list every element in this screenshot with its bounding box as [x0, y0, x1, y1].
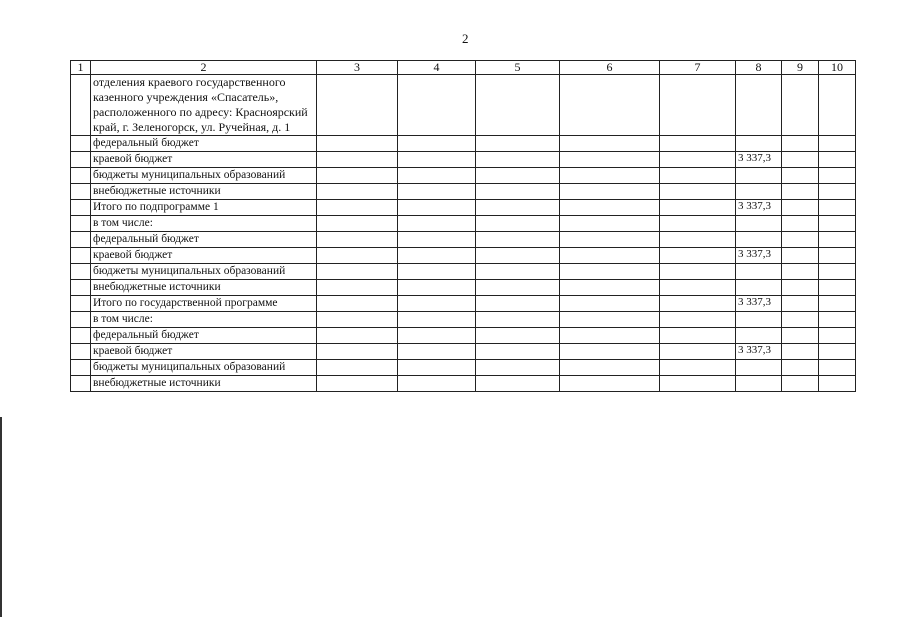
value-cell [736, 328, 782, 344]
table-row [71, 136, 856, 152]
row-label: отделения краевого государственного казенного учреждения «Спасатель», расположенного по адресу: Красноярский край, г. Зеленогорск, ул. Ручейная, д. 1 [91, 75, 317, 136]
table-cell [476, 296, 560, 312]
table-cell [317, 152, 398, 168]
table-cell [819, 296, 856, 312]
table-cell [476, 136, 560, 152]
table-cell [398, 376, 476, 392]
table-cell [782, 184, 819, 200]
table-row [71, 248, 856, 264]
table-row [71, 312, 856, 328]
table-cell [317, 232, 398, 248]
table-cell [660, 152, 736, 168]
table-cell [398, 168, 476, 184]
row-label: внебюджетные источники [91, 280, 317, 296]
table-cell [476, 264, 560, 280]
row-label: бюджеты муниципальных образований [91, 360, 317, 376]
row-label: бюджеты муниципальных образований [91, 264, 317, 280]
table-cell [560, 312, 660, 328]
table-row [71, 232, 856, 248]
table-cell [560, 360, 660, 376]
table-cell [71, 248, 91, 264]
table-cell [560, 184, 660, 200]
table-cell [398, 360, 476, 376]
table-cell [71, 200, 91, 216]
row-label: федеральный бюджет [91, 232, 317, 248]
value-cell [736, 184, 782, 200]
table-cell [476, 248, 560, 264]
table-cell [317, 360, 398, 376]
table-cell [819, 312, 856, 328]
table-cell [560, 296, 660, 312]
table-cell [660, 312, 736, 328]
row-label: внебюджетные источники [91, 184, 317, 200]
table-row [71, 280, 856, 296]
row-label: Итого по подпрограмме 1 [91, 200, 317, 216]
table-cell [782, 232, 819, 248]
table-cell [317, 200, 398, 216]
row-label: краевой бюджет [91, 248, 317, 264]
column-header: 2 [91, 61, 317, 75]
table-cell [317, 264, 398, 280]
table-header-row [71, 61, 856, 75]
table-cell [71, 328, 91, 344]
table-cell [71, 296, 91, 312]
table-cell [398, 136, 476, 152]
table-cell [317, 136, 398, 152]
table-row [71, 184, 856, 200]
table-cell [660, 376, 736, 392]
table-cell [819, 216, 856, 232]
table-cell [782, 376, 819, 392]
table-row [71, 360, 856, 376]
table-cell [476, 312, 560, 328]
table-cell [819, 376, 856, 392]
table-cell [476, 184, 560, 200]
table-cell [476, 344, 560, 360]
table-cell [476, 168, 560, 184]
row-label: Итого по государственной программе [91, 296, 317, 312]
table-row [71, 296, 856, 312]
table-cell [71, 312, 91, 328]
table-cell [782, 152, 819, 168]
table-cell [660, 248, 736, 264]
table-cell [476, 376, 560, 392]
table-cell [782, 136, 819, 152]
row-label: внебюджетные источники [91, 376, 317, 392]
page-number: 2 [462, 31, 469, 46]
value-cell: 3 337,3 [736, 152, 782, 168]
table-cell [398, 280, 476, 296]
table-cell [71, 184, 91, 200]
table-cell [660, 344, 736, 360]
table-cell [782, 200, 819, 216]
table-cell [560, 75, 660, 136]
table-cell [660, 232, 736, 248]
table-cell [317, 75, 398, 136]
table-cell [660, 136, 736, 152]
table-cell [782, 360, 819, 376]
table-cell [819, 200, 856, 216]
table-cell [317, 216, 398, 232]
value-cell [736, 312, 782, 328]
table-cell [782, 312, 819, 328]
table-cell [660, 280, 736, 296]
value-cell [736, 136, 782, 152]
table-cell [317, 312, 398, 328]
table-cell [819, 75, 856, 136]
table-cell [398, 75, 476, 136]
table-cell [398, 232, 476, 248]
table-cell [782, 216, 819, 232]
table-cell [819, 328, 856, 344]
table-cell [476, 216, 560, 232]
table-cell [317, 248, 398, 264]
table-cell [560, 264, 660, 280]
table-cell [71, 360, 91, 376]
table-row [71, 75, 856, 136]
scan-edge-line [0, 417, 2, 617]
table-cell [560, 168, 660, 184]
table-cell [560, 216, 660, 232]
table-cell [560, 280, 660, 296]
table-cell [819, 248, 856, 264]
table-row [71, 344, 856, 360]
value-cell: 3 337,3 [736, 248, 782, 264]
table-cell [660, 200, 736, 216]
table-cell [782, 280, 819, 296]
table-cell [660, 328, 736, 344]
row-label: в том числе: [91, 312, 317, 328]
row-label: в том числе: [91, 216, 317, 232]
table-cell [782, 168, 819, 184]
table-cell [660, 184, 736, 200]
table-cell [560, 136, 660, 152]
column-header: 5 [476, 61, 560, 75]
row-label: краевой бюджет [91, 152, 317, 168]
value-cell [736, 376, 782, 392]
table-cell [476, 200, 560, 216]
table-cell [398, 200, 476, 216]
table-cell [317, 184, 398, 200]
table-cell [560, 232, 660, 248]
table-cell [71, 75, 91, 136]
value-cell: 3 337,3 [736, 296, 782, 312]
column-header: 8 [736, 61, 782, 75]
table-cell [398, 216, 476, 232]
value-cell [736, 168, 782, 184]
table-row [71, 328, 856, 344]
column-header: 6 [560, 61, 660, 75]
table-cell [782, 264, 819, 280]
table-cell [71, 168, 91, 184]
table-cell [71, 136, 91, 152]
column-header: 4 [398, 61, 476, 75]
table-cell [819, 136, 856, 152]
table-cell [782, 248, 819, 264]
row-label: бюджеты муниципальных образований [91, 168, 317, 184]
table-cell [476, 232, 560, 248]
table-cell [819, 264, 856, 280]
table-cell [317, 280, 398, 296]
table-cell [819, 152, 856, 168]
table-cell [660, 75, 736, 136]
value-cell: 3 337,3 [736, 344, 782, 360]
value-cell [736, 264, 782, 280]
value-cell [736, 75, 782, 136]
table-cell [819, 184, 856, 200]
table-cell [819, 280, 856, 296]
table-cell [317, 296, 398, 312]
table-cell [560, 248, 660, 264]
table-cell [71, 232, 91, 248]
table-cell [476, 328, 560, 344]
table-cell [782, 296, 819, 312]
table-cell [476, 360, 560, 376]
table-cell [560, 328, 660, 344]
table-cell [560, 344, 660, 360]
value-cell: 3 337,3 [736, 200, 782, 216]
table-cell [819, 168, 856, 184]
table-cell [782, 344, 819, 360]
table-cell [71, 280, 91, 296]
table-cell [317, 376, 398, 392]
table-cell [560, 152, 660, 168]
value-cell [736, 360, 782, 376]
value-cell [736, 232, 782, 248]
table-cell [476, 280, 560, 296]
table-cell [819, 232, 856, 248]
column-header: 7 [660, 61, 736, 75]
value-cell [736, 280, 782, 296]
column-header: 1 [71, 61, 91, 75]
table-cell [819, 360, 856, 376]
table-row [71, 264, 856, 280]
table-cell [71, 376, 91, 392]
table-cell [398, 264, 476, 280]
table-row [71, 200, 856, 216]
table-cell [782, 75, 819, 136]
column-header: 3 [317, 61, 398, 75]
table-cell [819, 344, 856, 360]
row-label: федеральный бюджет [91, 328, 317, 344]
budget-table [70, 60, 856, 392]
table-cell [560, 376, 660, 392]
table-cell [317, 328, 398, 344]
table-cell [398, 344, 476, 360]
table-cell [71, 264, 91, 280]
table-cell [317, 344, 398, 360]
row-label: краевой бюджет [91, 344, 317, 360]
table-cell [317, 168, 398, 184]
table-cell [660, 296, 736, 312]
table-row [71, 168, 856, 184]
column-header: 9 [782, 61, 819, 75]
table-cell [71, 216, 91, 232]
table-cell [398, 248, 476, 264]
table-cell [71, 152, 91, 168]
table-cell [398, 152, 476, 168]
table-cell [660, 216, 736, 232]
table-cell [398, 296, 476, 312]
column-header: 10 [819, 61, 856, 75]
table-row [71, 216, 856, 232]
table-cell [660, 168, 736, 184]
table-cell [476, 152, 560, 168]
table-cell [398, 328, 476, 344]
table-row [71, 376, 856, 392]
table-cell [398, 312, 476, 328]
table-cell [660, 264, 736, 280]
row-label: федеральный бюджет [91, 136, 317, 152]
table-cell [398, 184, 476, 200]
table-cell [660, 360, 736, 376]
table-cell [476, 75, 560, 136]
table-row [71, 152, 856, 168]
table-cell [71, 344, 91, 360]
table-cell [560, 200, 660, 216]
value-cell [736, 216, 782, 232]
table-cell [782, 328, 819, 344]
